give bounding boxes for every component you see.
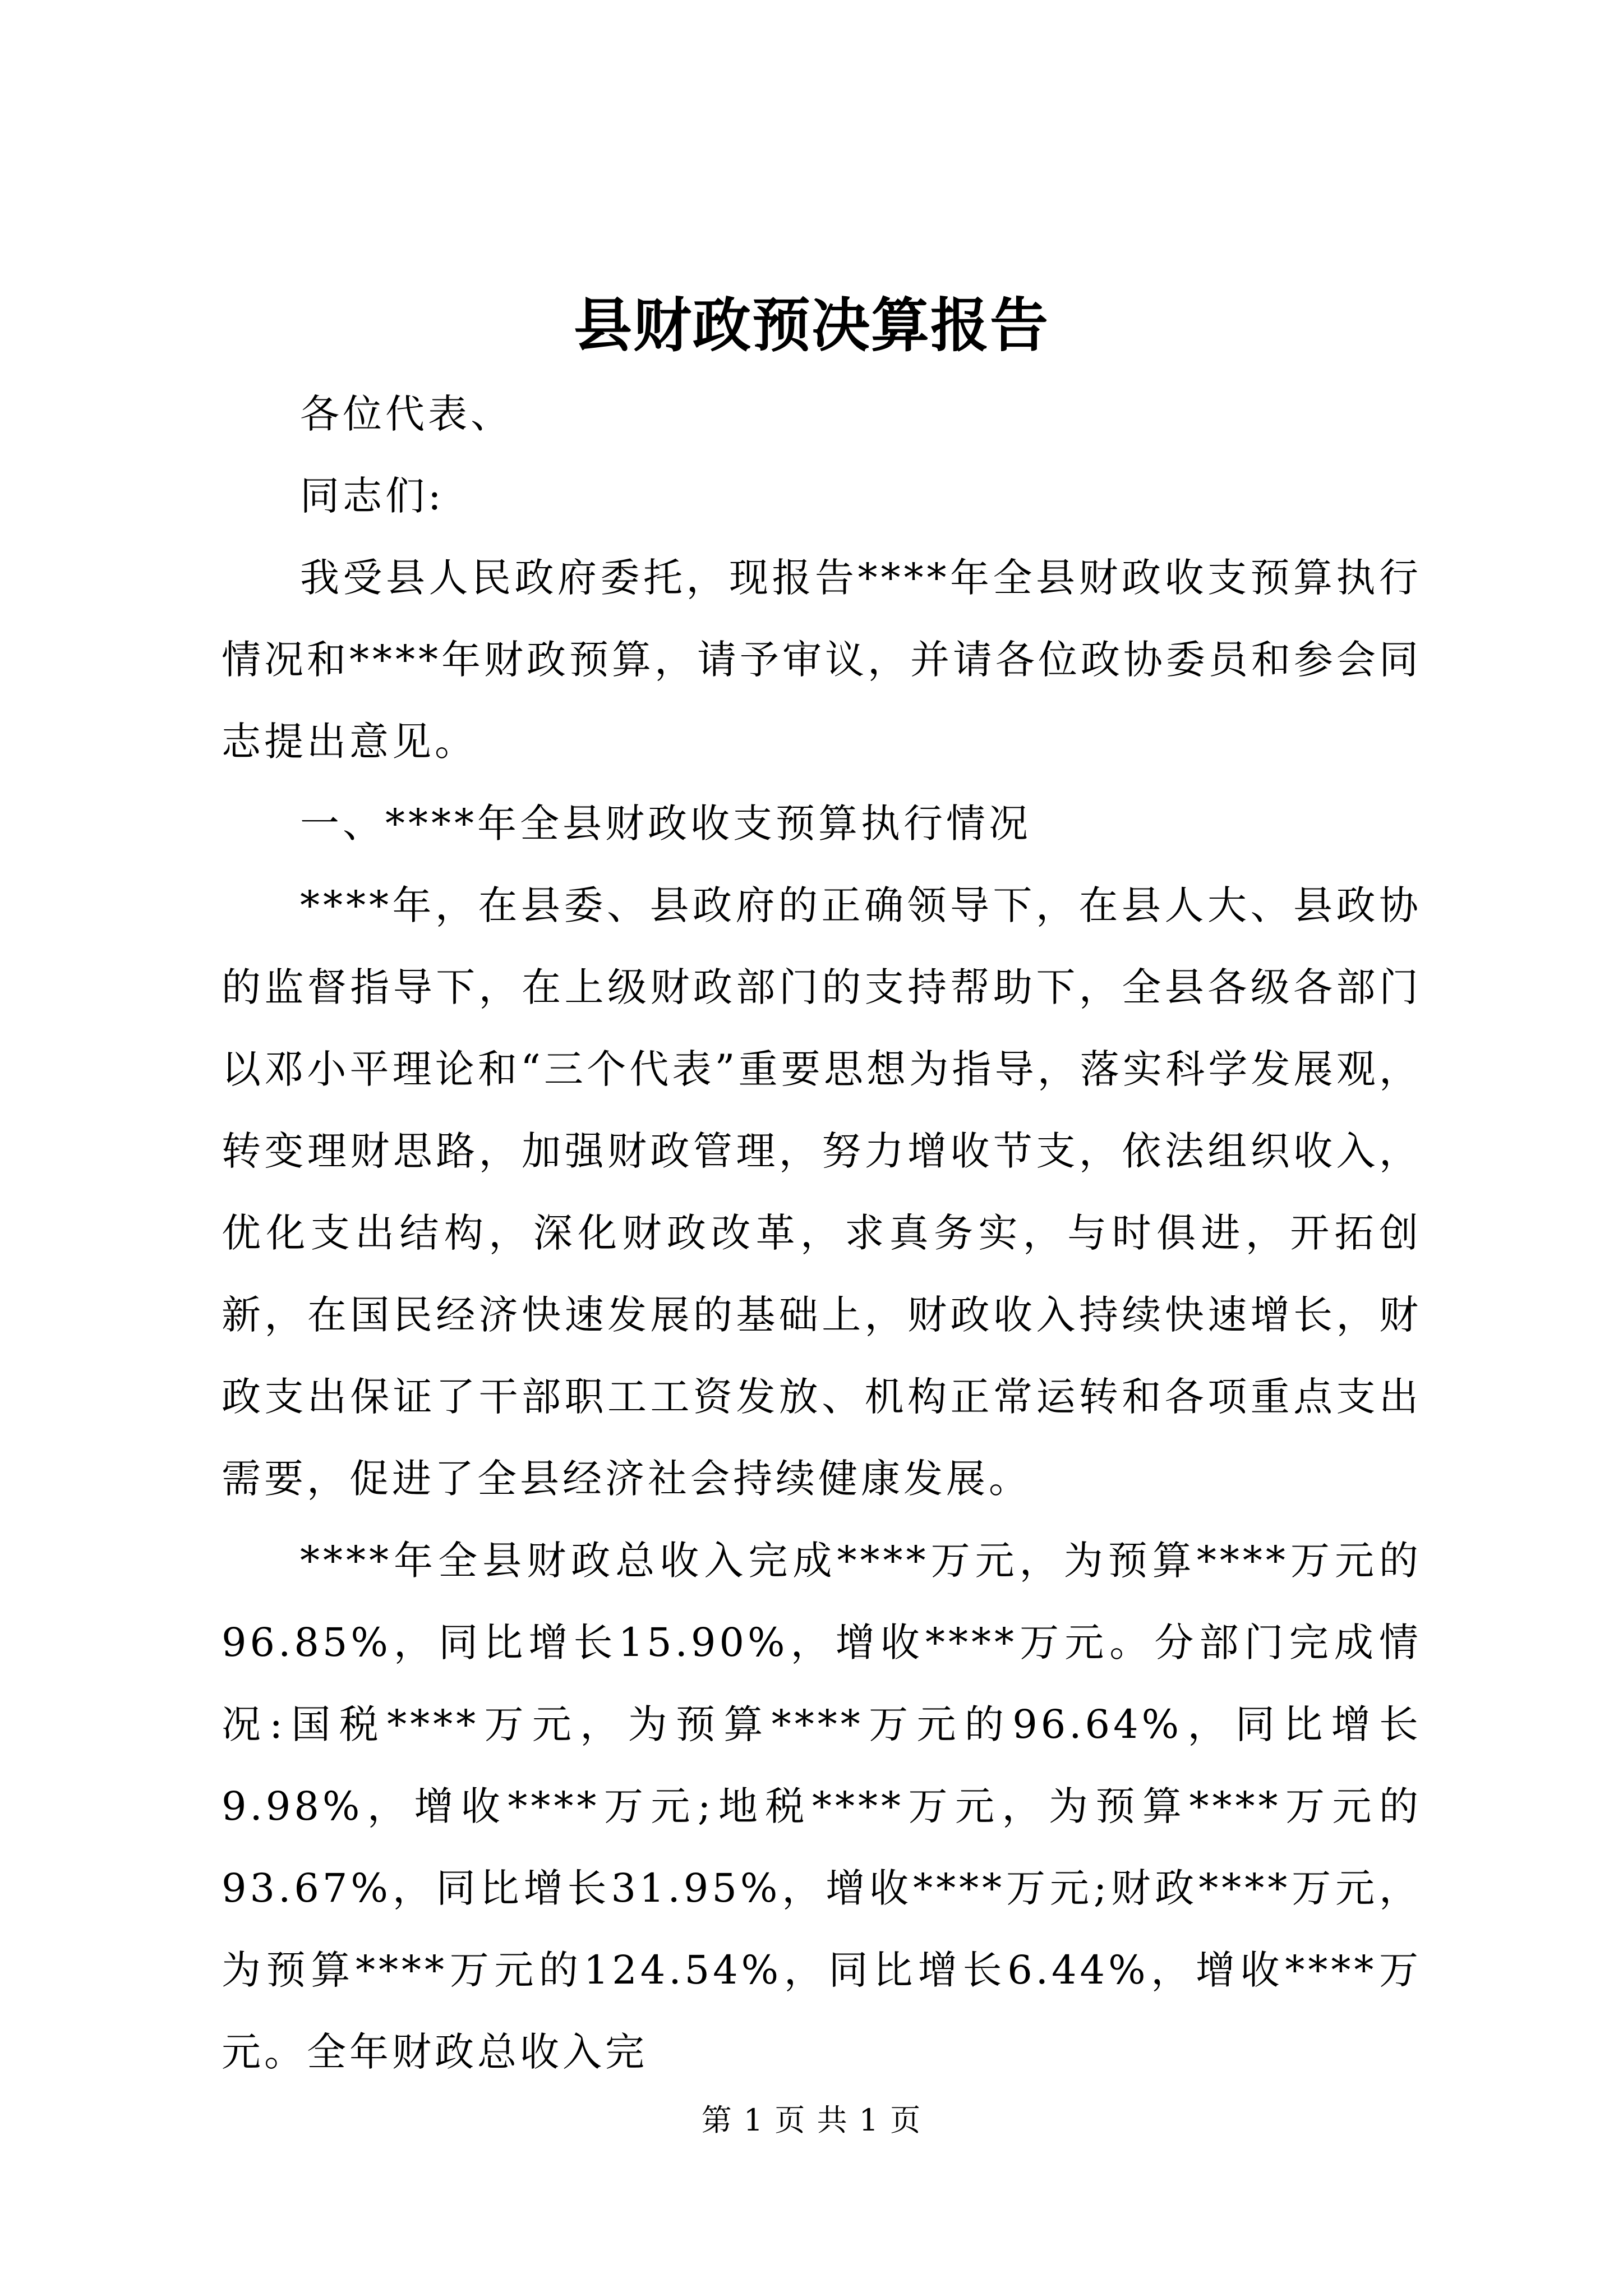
paragraph-overview: ****年，在县委、县政府的正确领导下，在县人大、县政协的监督指导下，在上级财政部门的支持帮助下，全县各级各部门以邓小平理论和“三个代表”重要思想为指导，落实科学发展观，转变理财思路，加强财政管理，努力增收节支，依法组织收入，优化支出结构，深化财政改革，求真务实，与时俱进，开拓创新，在国民经济快速发展的基础上，财政收入持续快速增长，财政支出保证了干部职工工资发放、机构正常运转和各项重点支出需要，促进了全县经济社会持续健康发展。 (222, 882, 1422, 1502)
document-body (222, 373, 1422, 2093)
paragraph-salutation-1: 各位代表、 (300, 391, 513, 437)
paragraph-revenue: ****年全县财政总收入完成****万元，为预算****万元的96.85%，同比增长15.90%，增收****万元。分部门完成情况:国税****万元，为预算****万元的96.64%，同比增长9.98%，增收****万元;地税****万元，为预算****万元的93.67%，同比增长31.95%，增收****万元;财政****万元，为预算****万元的124.54%，同比增长6.44%，增收****万元。全年财政总收入完 (222, 1538, 1422, 2075)
page-footer: 第 1 页 共 1 页 (701, 2102, 922, 2138)
paragraph-intro: 我受县人民政府委托，现报告****年全县财政收支预算执行情况和****年财政预算，请予审议，并请各位政协委员和参会同志提出意见。 (222, 555, 1422, 765)
section-heading-1: 一、****年全县财政收支预算执行情况 (300, 800, 1031, 846)
paragraph-salutation-2: 同志们: (300, 473, 445, 519)
document-title: 县财政预决算报告 (573, 291, 1049, 360)
